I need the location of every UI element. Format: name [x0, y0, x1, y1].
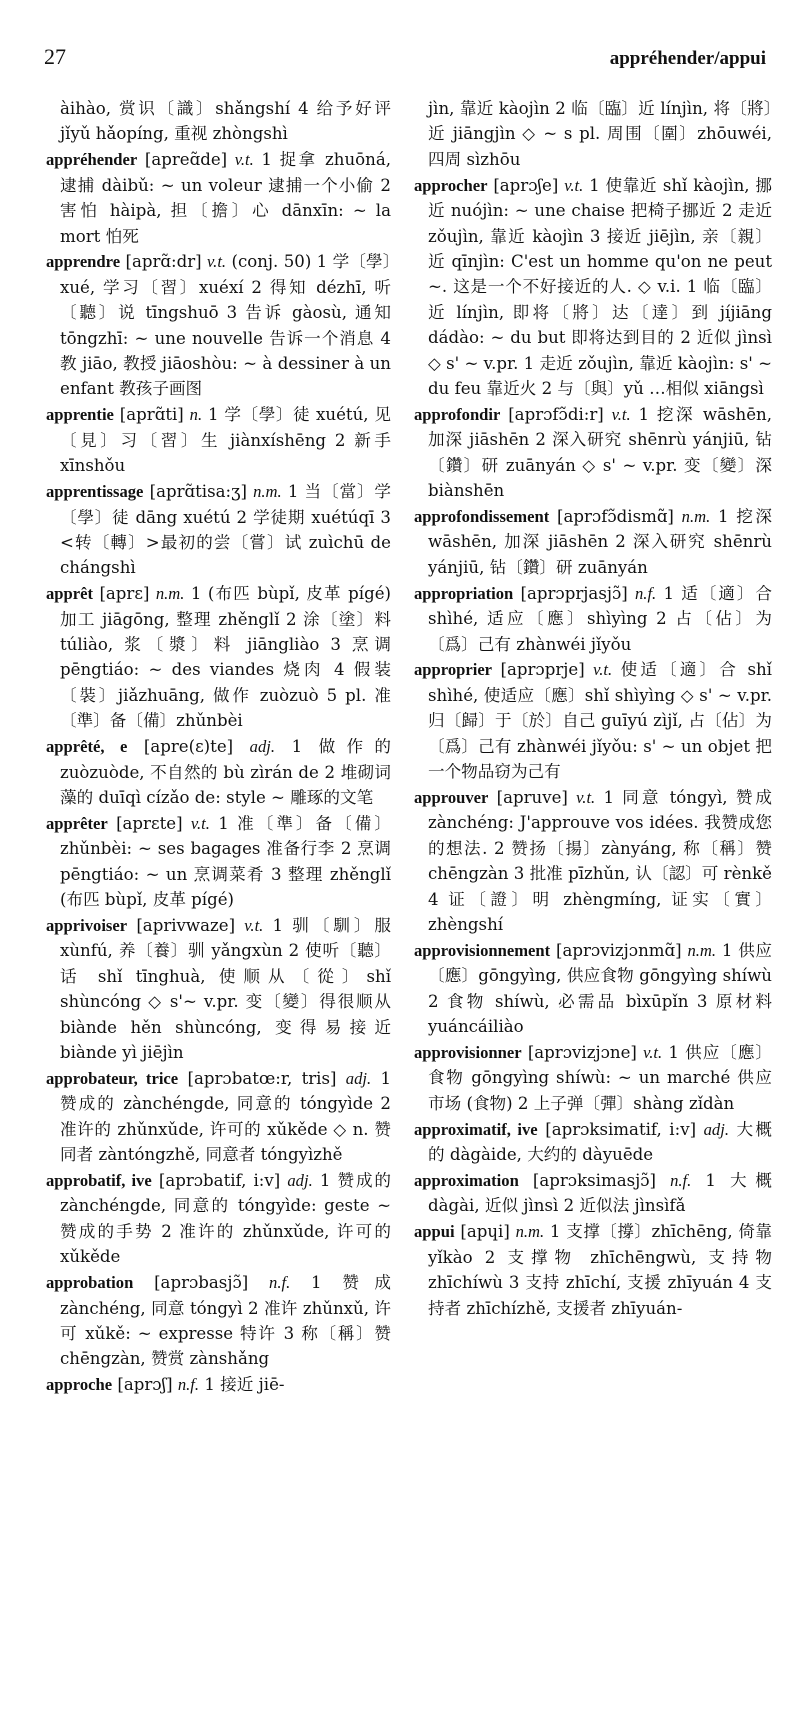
entry-part-of-speech: n. [189, 405, 203, 425]
dictionary-entry [414, 938, 772, 1040]
entry-part-of-speech: v.t. [576, 787, 596, 807]
dictionary-entry [46, 402, 391, 478]
entry-headword: appréhender [46, 150, 138, 170]
dictionary-entry [46, 734, 391, 810]
dictionary-entry [414, 96, 772, 172]
entry-pronunciation: [apruve] [496, 787, 568, 807]
entry-pronunciation: [aprɔksimasjɔ̃] [532, 1171, 657, 1191]
entry-definition: 大概的 dàgàide, 大约的 dàyuēde [428, 1119, 772, 1165]
entry-definition: 1 同意 tóngyì, 赞成 zànchéng: J'approuve vos idées. 我赞成您的想法. 2 赞扬〔揚〕zànyáng, 称〔稱〕赞 chēngzàn 3 批准 pīzhǔn, 认〔認〕可 rènkě 4 证〔證〕明 zhèngmíng, 证实〔實〕zhèngshí [428, 787, 772, 934]
entry-pronunciation: [apɥi] [460, 1222, 510, 1242]
entry-headword: approximation [414, 1171, 519, 1191]
dictionary-entry [414, 1219, 772, 1321]
entry-part-of-speech: adj. [287, 1171, 313, 1191]
dictionary-entry [414, 785, 772, 937]
entry-pronunciation: [aprɔʃ] [117, 1375, 173, 1395]
entry-definition: 1 赞成 zànchéng, 同意 tóngyì 2 准许 zhǔnxǔ, 许可 xǔkě: ~ expresse 特许 3 称〔稱〕赞 chēngzàn, 赞赏 zànshǎng [60, 1273, 391, 1369]
entry-part-of-speech: v.t. [564, 175, 584, 195]
entry-pronunciation: [aprɔbatif, i:v] [158, 1171, 281, 1191]
entry-definition: 1 挖深 wāshēn, 加深 jiāshēn 2 深入研究 shēnrù yánjiū, 钻〔鑽〕研 zuānyán ◇ s' ~ v.pr. 变〔變〕深 biànshēn [428, 404, 773, 501]
entry-headword: approbation [46, 1273, 134, 1293]
dictionary-entry [414, 402, 772, 504]
entry-headword: approfondissement [414, 507, 550, 526]
entry-headword: apprentie [46, 405, 114, 425]
entry-pronunciation: [aprɔbasjɔ̃] [154, 1273, 249, 1293]
entry-headword: approvisionnement [414, 940, 551, 960]
entry-headword: approximatif, ive [414, 1119, 538, 1139]
dictionary-entry [46, 1066, 391, 1168]
dictionary-entry [414, 657, 772, 784]
entry-definition: 1 做作的 zuòzuòde, 不自然的 bù zìrán de 2 堆砌词藻的 duīqì cízǎo de: style ~ 雕琢的文笔 [60, 737, 391, 807]
entry-pronunciation: [apre(ɛ)te] [143, 737, 234, 757]
entry-headword: approuver [414, 787, 489, 807]
dictionary-entry [414, 504, 772, 580]
entry-headword: appropriation [414, 583, 514, 603]
entry-part-of-speech: n.f. [177, 1375, 200, 1395]
entry-pronunciation: [aprɔprje] [500, 660, 585, 680]
dictionary-entry [414, 1040, 772, 1116]
entry-part-of-speech: v.t. [190, 813, 210, 833]
entry-headword: appui [414, 1222, 455, 1242]
entry-part-of-speech: adj. [249, 737, 276, 757]
entry-headword: apprêté, e [46, 737, 128, 757]
entry-pronunciation: [aprɔvizjɔne] [527, 1043, 637, 1063]
entry-definition: 1 挖深 wāshēn, 加深 jiāshēn 2 深入研究 shēnrù yánjiū, 钻〔鑽〕研 zuānyán [428, 507, 772, 577]
page-number: 27 [44, 44, 66, 69]
dictionary-entry [46, 811, 391, 913]
entry-definition: 1 赞成的 zànchéngde, 同意的 tóngyìde: geste ~赞成的手势 2 准许的 zhǔnxǔde, 许可的 xǔkěde [60, 1171, 391, 1267]
entry-part-of-speech: n.m. [253, 482, 282, 502]
entry-part-of-speech: n.m. [515, 1222, 545, 1242]
entry-definition: 1 赞成的 zànchéngde, 同意的 tóngyìde 2 准许的 zhǔnxǔde, 许可的 xǔkěde ◇ n. 赞同者 zàntóngzhě, 同意者 tóngyìzhě [60, 1068, 392, 1165]
entry-pronunciation: [aprivwaze] [136, 916, 236, 935]
entry-pronunciation: [aprɛte] [116, 813, 183, 833]
entry-definition: 1 供应〔應〕食物 gōngyìng shíwù: ~ un marché 供应市场 (食物) 2 上子弹〔彈〕shàng zǐdàn [428, 1043, 772, 1113]
dictionary-entry [46, 1270, 391, 1372]
entry-definition: 1 支撑〔撐〕zhīchēng, 倚靠 yǐkào 2 支撑物 zhīchēngwù, 支持物 zhīchíwù 3 支持 zhīchí, 支援 zhīyuán 4 支持者 zhīchízhě, 支援者 zhīyuán- [428, 1222, 773, 1318]
entry-part-of-speech: n.m. [681, 507, 711, 526]
entry-headword: apprêt [46, 584, 94, 604]
entry-pronunciation: [aprɔʃe] [493, 175, 559, 195]
entry-pronunciation: [aprɑ̃:dr] [125, 252, 202, 272]
entry-pronunciation: [aprɔfɔ̃dismɑ̃] [556, 507, 674, 526]
entry-definition: àihào, 赏识〔識〕shǎngshí 4 给予好评 jǐyǔ hǎopíng, 重视 zhòngshì [60, 99, 391, 144]
entry-definition: 1 当〔當〕学〔學〕徒 dāng xuétú 2 学徒期 xuétúqī 3 <转〔轉〕>最初的尝〔嘗〕试 zuìchū de chángshì [60, 482, 391, 578]
dictionary-entry [46, 1168, 391, 1270]
entry-headword: approvisionner [414, 1043, 522, 1063]
dictionary-entry [46, 581, 391, 733]
entry-headword: approfondir [414, 404, 501, 424]
dictionary-entry [414, 581, 772, 657]
entry-headword: approcher [414, 175, 488, 195]
entry-definition: 1 (布匹 bùpǐ, 皮革 pígé)加工 jiāgōng, 整理 zhěnglǐ 2 涂〔塗〕料 túliào, 浆〔漿〕料 jiāngliào 3 烹调 pēngtiáo: ~ des viandes 烧肉 4 假装〔裝〕jiǎzhuāng, 做作 zuòzuò 5 pl. 准〔準〕备〔備〕zhǔnbèi [60, 584, 391, 731]
dictionary-entry [46, 249, 391, 401]
entry-part-of-speech: v.t. [611, 404, 631, 424]
entry-definition: 1 供应〔應〕gōngyìng, 供应食物 gōngyìng shíwù 2 食物 shíwù, 必需品 bìxūpǐn 3 原材料 yuáncáiliào [428, 940, 773, 1037]
entry-part-of-speech: v.t. [643, 1043, 663, 1063]
left-column [46, 96, 391, 1398]
right-column [414, 96, 772, 1322]
dictionary-entry [46, 479, 391, 581]
dictionary-entry [46, 96, 391, 147]
entry-part-of-speech: v.t. [593, 660, 613, 680]
entry-part-of-speech: n.f. [670, 1171, 692, 1191]
dictionary-entry [46, 1372, 391, 1397]
entry-pronunciation: [apreɑ̃de] [144, 150, 228, 170]
entry-headword: apprêter [46, 813, 108, 833]
entry-definition: 1 准〔準〕备〔備〕zhǔnbèi: ~ ses bagages 准备行李 2 烹调 pēngtiáo: ~ un 烹调菜肴 3 整理 zhěnglǐ (布匹 bùpǐ, 皮革 pígé) [60, 813, 392, 910]
entry-definition: 1 捉拿 zhuōná, 逮捕 dàibǔ: ~ un voleur 逮捕一个小偷 2 害怕 hàipà, 担〔擔〕心 dānxīn: ~ la mort 怕死 [60, 150, 391, 246]
entry-definition: 1 接近 jiē- [204, 1375, 285, 1395]
dictionary-entry [414, 173, 772, 402]
entry-definition: 1 大概 dàgài, 近似 jìnsì 2 近似法 jìnsìfǎ [428, 1171, 772, 1216]
dictionary-entry [414, 1117, 772, 1168]
entry-pronunciation: [aprɔksimatif, i:v] [545, 1119, 697, 1139]
entry-part-of-speech: v.t. [207, 252, 227, 272]
entry-part-of-speech: v.t. [244, 916, 264, 935]
entry-definition: 1 驯〔馴〕服 xùnfú, 养〔養〕驯 yǎngxùn 2 使听〔聽〕话 shǐ tīnghuà, 使顺从〔從〕shǐ shùncóng ◇ s'~ v.pr. 变〔變〕得很顺从 biànde hěn shùncóng, 变得易接近 biànde yì jiējìn [60, 916, 391, 1063]
entry-pronunciation: [aprɑ̃tisa:ʒ] [149, 482, 247, 502]
entry-headword: apprentissage [46, 482, 144, 502]
entry-definition: jìn, 靠近 kàojìn 2 临〔臨〕近 línjìn, 将〔將〕近 jiāngjìn ◇ ~ s pl. 周围〔圍〕zhōuwéi, 四周 sìzhōu [428, 99, 772, 169]
entry-headword: approbateur, trice [46, 1068, 179, 1088]
entry-definition: 1 学〔學〕徒 xuétú, 见〔見〕习〔習〕生 jiànxíshēng 2 新手 xīnshǒu [60, 405, 391, 476]
entry-pronunciation: [aprɛ] [99, 584, 150, 604]
entry-definition: 1 适〔適〕合 shìhé, 适应〔應〕shìyìng 2 占〔佔〕为〔爲〕己有 zhànwéi jǐyǒu [428, 583, 772, 654]
entry-part-of-speech: adj. [345, 1068, 372, 1088]
entry-pronunciation: [aprɔprjasjɔ̃] [520, 583, 628, 603]
running-head: appréhender/appui [609, 48, 766, 69]
entry-part-of-speech: n.m. [155, 584, 185, 604]
entry-pronunciation: [aprɔvizjɔnmɑ̃] [556, 940, 682, 960]
dictionary-entry [414, 1168, 772, 1219]
entry-definition: (conj. 50) 1 学〔學〕xué, 学习〔習〕xuéxí 2 得知 dézhī, 听〔聽〕说 tīngshuō 3 告诉 gàosù, 通知 tōngzhī: ~ une nouvelle 告诉一个消息 4 教 jiāo, 教授 jiāoshòu: ~ à dessiner à un enfant 教孩子画图 [60, 252, 392, 399]
entry-definition: 1 使靠近 shǐ kàojìn, 挪近 nuójìn: ~ une chaise 把椅子挪近 2 走近 zǒujìn, 靠近 kàojìn 3 接近 jiējìn, 亲〔親〕近 qīnjìn: C'est un homme qu'on ne peut ~. 这是一个不好接近的人. ◇ v.i. 1 临〔臨〕近 línjìn, 即将〔將〕达〔達〕到 jíjiāng dádào: ~ du but 即将达到目的 2 近似 jìnsì ◇ s' ~ v.pr. 1 走近 zǒujìn, 靠近 kàojìn: s' ~ du feu 靠近火 2 与〔與〕yǔ …相似 xiāngsì [428, 175, 773, 398]
entry-headword: approbatif, ive [46, 1171, 152, 1191]
entry-headword: approprier [414, 660, 493, 680]
entry-part-of-speech: n.m. [687, 940, 717, 960]
entry-pronunciation: [aprɔfɔ̃di:r] [508, 404, 604, 424]
entry-headword: approche [46, 1375, 113, 1395]
entry-part-of-speech: v.t. [234, 150, 254, 170]
entry-part-of-speech: n.f. [269, 1273, 291, 1293]
entry-headword: apprivoiser [46, 916, 128, 935]
dictionary-entry [46, 913, 391, 1065]
entry-pronunciation: [aprɑ̃ti] [119, 405, 184, 425]
entry-part-of-speech: n.f. [635, 583, 657, 603]
entry-headword: apprendre [46, 252, 121, 272]
dictionary-entry [46, 147, 391, 249]
entry-pronunciation: [aprɔbatœ:r, tris] [187, 1068, 337, 1088]
entry-part-of-speech: adj. [703, 1119, 729, 1139]
entry-definition: 使适〔適〕合 shǐ shìhé, 使适应〔應〕shǐ shìyìng ◇ s' ~ v.pr. 归〔歸〕于〔於〕自己 guīyú zìjǐ, 占〔佔〕为〔爲〕己有 zhànwéi jǐyǒu: s' ~ un objet 把一个物品窃为己有 [428, 660, 772, 782]
